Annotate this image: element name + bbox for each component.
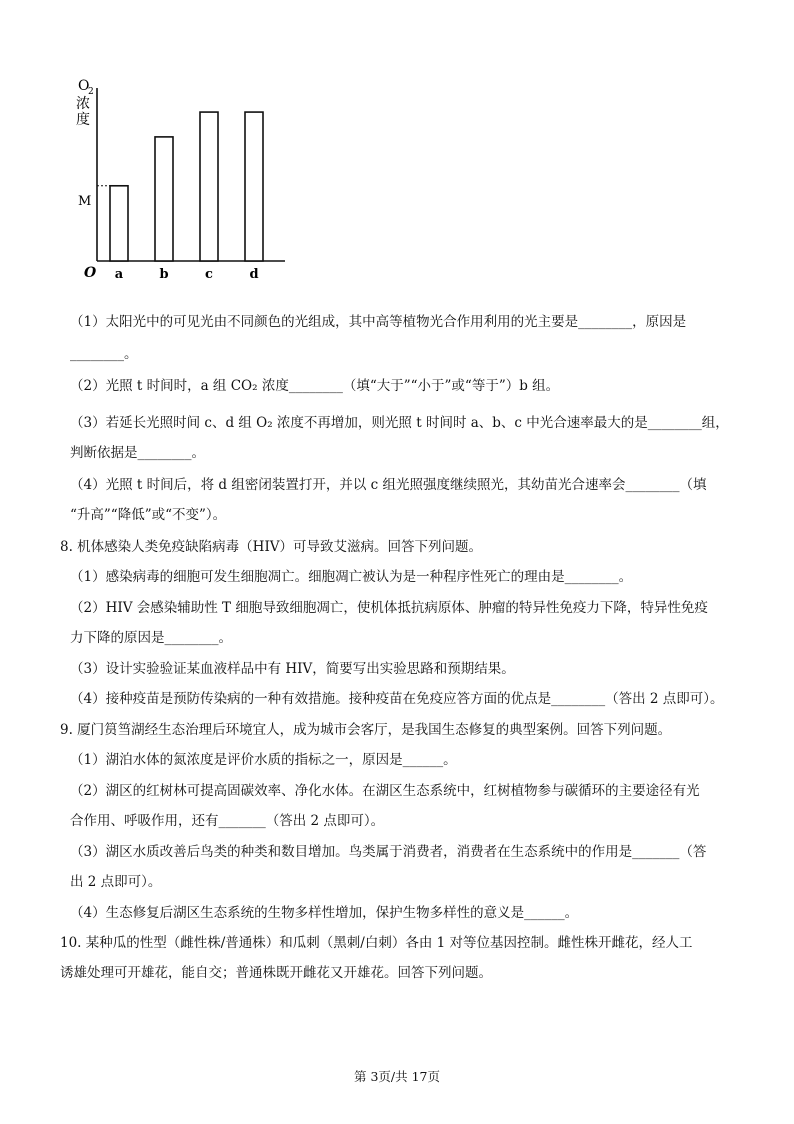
page-footer: 第 3页/共 17页 <box>353 1069 441 1084</box>
bar-c <box>200 112 218 261</box>
bar-d <box>245 112 263 261</box>
origin-label: O <box>84 265 97 281</box>
q9-part4: （4）生态修复后湖区生态系统的生物多样性增加，保护生物多样性的意义是______。 <box>70 905 579 921</box>
chart-canvas <box>70 70 300 290</box>
q9-part3-line1: （3）湖区水质改善后鸟类的种类和数目增加。鸟类属于消费者，消费者在生态系统中的作用是_______（答 <box>70 844 707 860</box>
q8-part3: （3）设计实验验证某血液样品中有 HIV，简要写出实验思路和预期结果。 <box>70 661 515 677</box>
x-tick-label-b: b <box>159 267 169 282</box>
q7-part1-line2: ________。 <box>70 346 138 362</box>
o2-concentration-bar-chart <box>70 70 300 290</box>
q8-part4: （4）接种疫苗是预防传染病的一种有效措施。接种疫苗在免疫应答方面的优点是________（答出 2 点即可）。 <box>70 691 724 707</box>
q7-part4-line1: （4）光照 t 时间后，将 d 组密闭装置打开，并以 c 组光照强度继续照光，其幼苗光合速率会________（填 <box>70 477 707 493</box>
q8-part1: （1）感染病毒的细胞可发生细胞凋亡。细胞凋亡被认为是一种程序性死亡的理由是________。 <box>70 569 633 585</box>
bar-a <box>110 186 128 261</box>
bar-b <box>155 137 173 261</box>
y-axis-label-o: O <box>78 78 90 94</box>
q9-part1: （1）湖泊水体的氮浓度是评价水质的指标之一，原因是______。 <box>70 752 457 768</box>
q9-stem: 9. 厦门筼筜湖经生态治理后环境宜人，成为城市会客厅，是我国生态修复的典型案例。回答下列问题。 <box>60 722 672 738</box>
q7-part4-line2: “升高”“降低”或“不变”）。 <box>70 507 227 523</box>
q8-stem: 8. 机体感染人类免疫缺陷病毒（HIV）可导致艾滋病。回答下列问题。 <box>60 539 483 555</box>
q7-part3-line1: （3）若延长光照时间 c、d 组 O₂ 浓度不再增加，则光照 t 时间时 a、b、c 中光合速率最大的是________组， <box>70 415 729 431</box>
q8-part2-line2: 力下降的原因是________。 <box>70 630 232 646</box>
y-axis-label-subscript: 2 <box>88 87 94 97</box>
q9-part2-line1: （2）湖区的红树林可提高固碳效率、净化水体。在湖区生态系统中，红树植物参与碳循环的主要途径有光 <box>70 783 700 799</box>
q10-stem-line1: 10. 某种瓜的性型（雌性株/普通株）和瓜刺（黑刺/白刺）各由 1 对等位基因控制。雌性株开雌花，经人工 <box>60 935 693 951</box>
q8-part2-line1: （2）HIV 会感染辅助性 T 细胞导致细胞凋亡，使机体抵抗病原体、肿瘤的特异性免疫力下降，特异性免疫 <box>70 600 708 616</box>
x-tick-label-c: c <box>205 267 213 282</box>
q7-part3-line2: 判断依据是________。 <box>70 445 205 461</box>
q9-part2-line2: 合作用、呼吸作用，还有_______（答出 2 点即可）。 <box>70 813 385 829</box>
q10-stem-line2: 诱雄处理可开雄花，能自交；普通株既开雌花又开雄花。回答下列问题。 <box>60 965 492 981</box>
x-tick-label-d: d <box>249 267 259 282</box>
x-tick-label-a: a <box>114 267 124 282</box>
m-tick-label: M <box>78 194 92 209</box>
q7-part1-line1: （1）太阳光中的可见光由不同颜色的光组成，其中高等植物光合作用利用的光主要是________，原因是 <box>70 314 687 330</box>
q9-part3-line2: 出 2 点即可）。 <box>70 874 162 890</box>
y-axis-label-du: 度 <box>76 112 90 128</box>
q7-part2: （2）光照 t 时间时，a 组 CO₂ 浓度________（填“大于”“小于”或“等于”）b 组。 <box>70 378 560 394</box>
y-axis-label-nong: 浓 <box>76 96 90 112</box>
